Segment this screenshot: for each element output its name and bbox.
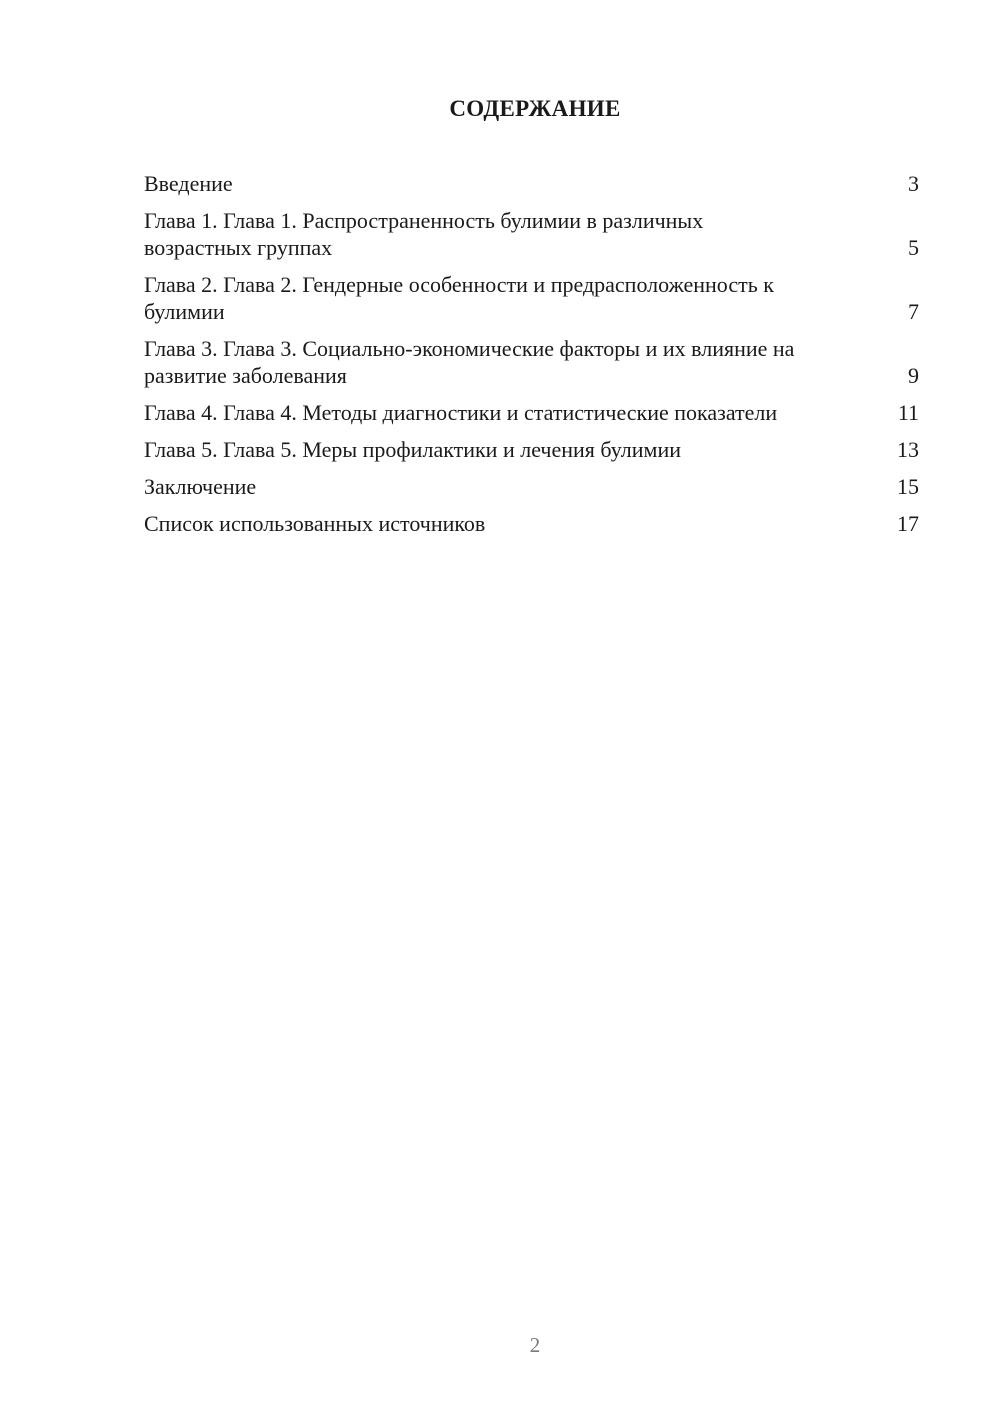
toc-entry-chapter-2[interactable] bbox=[144, 271, 919, 325]
toc-entry-page: 5 bbox=[908, 235, 919, 260]
toc-entry-references[interactable] bbox=[144, 510, 919, 537]
toc-title: СОДЕРЖАНИЕ bbox=[449, 96, 621, 121]
toc-entry-page: 3 bbox=[908, 171, 919, 196]
toc-entry-text: Глава 3. Глава 3. Социально-экономические факторы и их влияние на развитие заболевания bbox=[144, 336, 795, 388]
toc-entry-chapter-4[interactable] bbox=[144, 399, 919, 426]
toc-entry-text: Введение bbox=[144, 171, 233, 196]
page-number: 2 bbox=[529, 1333, 541, 1357]
toc-entry-introduction[interactable] bbox=[144, 170, 919, 197]
toc-entry-page: 17 bbox=[897, 511, 919, 536]
toc-entry-page: 13 bbox=[897, 437, 919, 462]
toc-entry-page: 15 bbox=[897, 474, 919, 499]
toc-entry-page: 11 bbox=[897, 400, 919, 425]
toc-entry-text: Список использованных источников bbox=[144, 511, 486, 536]
toc-entry-page: 7 bbox=[908, 299, 919, 324]
toc-entry-text: Глава 4. Глава 4. Методы диагностики и статистические показатели bbox=[144, 400, 778, 425]
toc-entry-chapter-3[interactable] bbox=[144, 335, 919, 389]
toc-entry-text: Глава 1. Глава 1. Распространенность булимии в различных возрастных группах bbox=[144, 208, 704, 260]
toc-entry-conclusion[interactable] bbox=[144, 473, 919, 500]
toc-entry-chapter-1[interactable] bbox=[144, 207, 919, 261]
toc-entry-text: Глава 2. Глава 2. Гендерные особенности и предрасположенность к булимии bbox=[144, 272, 774, 324]
toc-entry-page: 9 bbox=[908, 363, 919, 388]
table-of-contents bbox=[144, 170, 919, 547]
toc-entry-text: Заключение bbox=[144, 474, 257, 499]
toc-entry-text: Глава 5. Глава 5. Меры профилактики и лечения булимии bbox=[144, 437, 682, 462]
toc-entry-chapter-5[interactable] bbox=[144, 436, 919, 463]
